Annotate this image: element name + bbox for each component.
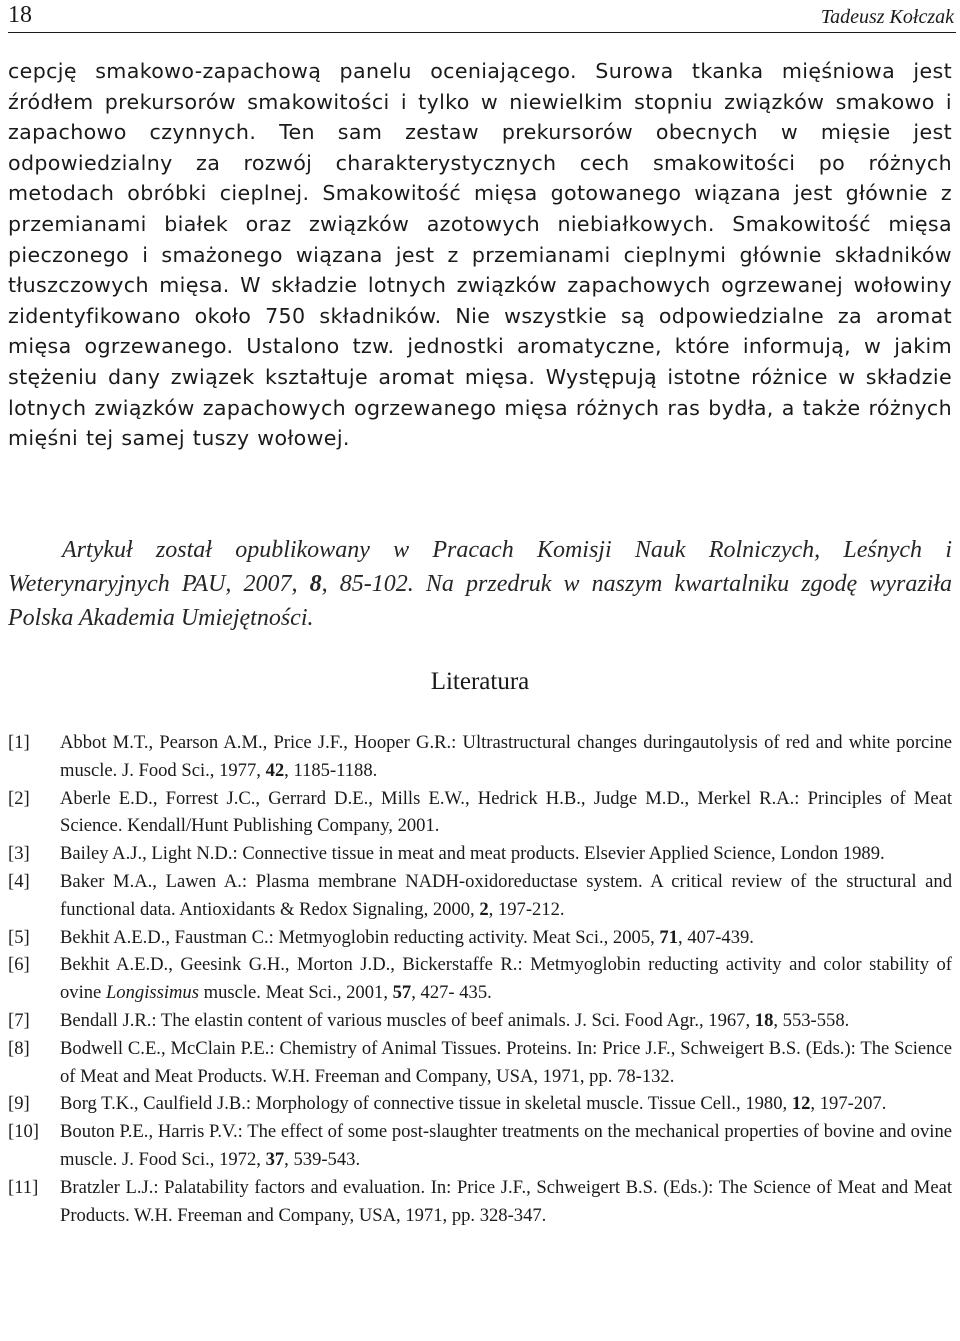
- reference-volume: 57: [392, 982, 412, 1004]
- reference-text: Abbot M.T., Pearson A.M., Price J.F., Hooper G.R.: Ultrastructural changes duringautolysis of red and white porcine muscle. J. Food Sci., 1977, 42, 1185-1188.: [60, 732, 952, 781]
- reference-number: [3]: [8, 843, 30, 865]
- reference-text: Borg T.K., Caulfield J.B.: Morphology of connective tissue in skeletal muscle. Tissue Cell., 1980, 12, 197-207.: [60, 1093, 887, 1115]
- reference-number: [6]: [8, 954, 30, 976]
- reference-volume: 71: [659, 926, 679, 948]
- reference-text: Bekhit A.E.D., Geesink G.H., Morton J.D., Bickerstaffe R.: Metmyoglobin reducting activity and color stability of ovine Longissimus muscle. Meat Sci., 2001, 57, 427- 435.: [60, 954, 952, 1004]
- reference-number: [11]: [8, 1176, 39, 1198]
- reference-number: [5]: [8, 926, 30, 948]
- reference-item: [8, 1174, 952, 1230]
- reference-text: Bekhit A.E.D., Faustman C.: Metmyoglobin reducting activity. Meat Sci., 2005, 71, 407-439.: [60, 926, 754, 948]
- reference-item: [8, 1090, 952, 1118]
- publication-note-text: Artykuł został opublikowany w Pracach Komisji Nauk Rolniczych, Leśnych i Weterynaryjnych PAU, 2007,: [8, 537, 952, 597]
- reference-item: [8, 868, 952, 924]
- reference-text: Baker M.A., Lawen A.: Plasma membrane NADH-oxidoreductase system. A critical review of the structural and functional data. Antioxidants & Redox Signaling, 2000, 2, 197-212.: [60, 870, 952, 920]
- reference-text: Bouton P.E., Harris P.V.: The effect of some post-slaughter treatments on the mechanical properties of bovine and ovine muscle. J. Food Sci., 1972, 37, 539-543.: [60, 1121, 952, 1170]
- reference-number: [9]: [8, 1093, 30, 1115]
- reference-volume: 42: [265, 759, 285, 781]
- publication-note-text: , 85-102. Na przedruk w naszym kwartalniku zgodę wyraziła Polska Akademia Umiejętności.: [8, 571, 953, 631]
- reference-text: Bailey A.J., Light N.D.: Connective tissue in meat and meat products. Elsevier Applied Science, London 1989.: [60, 843, 885, 865]
- reference-item: [8, 785, 952, 841]
- reference-item: [8, 951, 952, 1007]
- reference-list: [8, 729, 952, 1229]
- reference-volume: 2: [479, 898, 489, 920]
- reference-text: Bendall J.R.: The elastin content of various muscles of beef animals. J. Sci. Food Agr., 1967, 18, 553-558.: [60, 1009, 850, 1031]
- reference-number: [7]: [8, 1009, 30, 1031]
- reference-number: [1]: [8, 732, 30, 753]
- reference-text: Bodwell C.E., McClain P.E.: Chemistry of Animal Tissues. Proteins. In: Price J.F., Schweigert B.S. (Eds.): The Science of Meat and Meat Products. W.H. Freeman and Company, USA, 1971, pp. 78-132.: [60, 1037, 952, 1087]
- publication-note: [8, 533, 952, 635]
- reference-item: [8, 924, 952, 952]
- reference-number: [8]: [8, 1037, 30, 1059]
- references-heading: Literatura: [430, 668, 530, 695]
- reference-item: [8, 1035, 952, 1091]
- reference-text: Aberle E.D., Forrest J.C., Gerrard D.E., Mills E.W., Hedrick H.B., Judge M.D., Merkel R.A.: Principles of Meat Science. Kendall/Hunt Publishing Company, 2001.: [60, 787, 952, 837]
- reference-number: [10]: [8, 1121, 39, 1143]
- page-number: 18: [8, 2, 32, 28]
- reference-item: [8, 840, 952, 868]
- body-paragraph: cepcję smakowo-zapachową panelu oceniającego. Surowa tkanka mięśniowa jest źródłem prekursorów smakowitości i tylko w niewielkim stopniu związków smakowo i zapachowo czynnych. Ten sam zestaw prekursorów obecnych w mięsie jest odpowiedzialny za rozwój charakterystycznych cech smakowitości po różnych metodach obróbki cieplnej. Smakowitość mięsa gotowanego wiązana jest głównie z przemianami białek oraz związków azotowych niebiałkowych. Smakowitość mięsa pieczonego i smażonego wiązana jest z przemianami cieplnymi głównie składników tłuszczowych mięsa. W składzie lotnych związków zapachowych ogrzewanej wołowiny zidentyfikowano około 750 składników. Nie wszystkie są odpowiedzialne za aromat mięsa ogrzewanego. Ustalono tzw. jednostki aromatyczne, które informują, w jakim stężeniu dany związek kształtuje aromat mięsa. Występują istotne różnice w składzie lotnych związków zapachowych ogrzewanego mięsa różnych ras bydła, a także różnych mięśni tej samej tuszy wołowej.: [8, 59, 952, 451]
- publication-volume: 8: [309, 571, 322, 597]
- reference-species: Longissimus: [105, 982, 199, 1004]
- reference-item: [8, 729, 952, 785]
- page-header: [8, 2, 956, 33]
- reference-number: [4]: [8, 870, 30, 892]
- reference-volume: 18: [754, 1009, 774, 1031]
- reference-text: Bratzler L.J.: Palatability factors and evaluation. In: Price J.F., Schweigert B.S. (Eds.): The Science of Meat and Meat Products. W.H. Freeman and Company, USA, 1971, pp. 328-347.: [60, 1176, 952, 1226]
- reference-volume: 37: [265, 1148, 285, 1170]
- reference-item: [8, 1007, 952, 1035]
- reference-item: [8, 1118, 952, 1174]
- reference-volume: 12: [791, 1093, 811, 1115]
- reference-number: [2]: [8, 787, 30, 809]
- running-head-author: Tadeusz Kołczak: [820, 6, 954, 28]
